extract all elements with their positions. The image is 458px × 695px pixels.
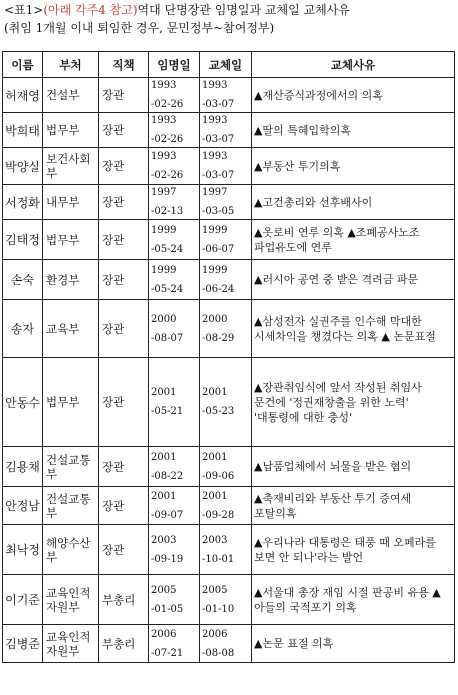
department: 건설부: [46, 88, 80, 102]
cell-appointed: [149, 625, 200, 663]
appointed-monthday: -02-26: [151, 134, 184, 145]
appointed-year: 2001: [151, 490, 177, 502]
appointed-monthday: -09-19: [151, 553, 184, 565]
replaced-monthday: -03-07: [202, 134, 235, 145]
appointed-monthday: -08-22: [151, 470, 184, 482]
replacement-reason: ▲러시아 공연 중 받은 격려금 파문: [254, 273, 419, 286]
replacement-reason: ▲논문 표절 의혹: [254, 637, 334, 650]
cell-replaced: [200, 78, 252, 113]
caption-subtitle: (취임 1개월 이내 퇴임한 경우, 문민정부~참여정부): [4, 21, 275, 35]
cell-appointed: [149, 358, 200, 447]
minister-name: 송자: [10, 322, 35, 336]
cell-position: [99, 300, 149, 358]
replaced-year: 2003: [202, 534, 228, 546]
cell-position: [99, 358, 149, 447]
replacement-reason: ▲딸의 특혜입학의혹: [254, 123, 351, 137]
cell-appointed: [149, 447, 200, 487]
cell-reason: [252, 78, 455, 113]
table-row: [3, 185, 455, 220]
department: 교육인적자원부: [46, 585, 91, 614]
minister-name: 박양실: [5, 159, 40, 174]
replaced-year: 2001: [202, 490, 228, 502]
cell-dept: [43, 447, 99, 487]
appointed-monthday: -02-26: [151, 170, 184, 181]
minister-name: 김용채: [5, 460, 40, 474]
position: 장관: [102, 159, 125, 173]
cell-position: [99, 447, 149, 487]
appointed-year: 2000: [151, 313, 177, 325]
cell-dept: [43, 78, 99, 113]
cell-dept: [43, 300, 99, 358]
header-dept: 부처: [43, 52, 99, 78]
minister-name: 김병준: [5, 637, 40, 651]
cell-name: [3, 260, 43, 300]
cell-position: [99, 575, 149, 625]
table-row: [3, 625, 455, 663]
department: 법무부: [46, 395, 80, 409]
replaced-monthday: -05-23: [202, 406, 235, 417]
header-appointed: 임명일: [149, 52, 200, 78]
replaced-monthday: -08-08: [202, 647, 235, 659]
position: 장관: [102, 459, 125, 474]
cell-replaced: [200, 220, 252, 260]
cell-reason: [252, 148, 455, 185]
appointed-monthday: -02-26: [151, 99, 184, 110]
cell-appointed: [149, 575, 200, 625]
table-row: [3, 220, 455, 260]
position: 부총리: [102, 636, 136, 651]
position: 장관: [102, 321, 125, 336]
position: 장관: [102, 542, 125, 557]
table-row: [3, 78, 455, 113]
cell-dept: [43, 525, 99, 575]
header-name: 이름: [3, 52, 43, 78]
department: 보건사회부: [46, 152, 91, 180]
appointed-year: 2001: [151, 387, 177, 398]
short-term-ministers-table: [2, 51, 455, 663]
table-row: [3, 113, 455, 148]
cell-name: [3, 487, 43, 525]
cell-dept: [43, 113, 99, 148]
department: 건설교통부: [46, 491, 91, 520]
cell-dept: [43, 575, 99, 625]
department: 건설교통부: [46, 452, 91, 481]
replacement-reason: ▲고건총리와 선후배사이: [254, 195, 373, 209]
department: 법무부: [46, 232, 80, 247]
table-caption: [4, 3, 350, 18]
table-row: [3, 447, 455, 487]
position: 장관: [102, 498, 125, 513]
cell-appointed: [149, 525, 200, 575]
cell-position: [99, 148, 149, 185]
replaced-monthday: -09-28: [202, 509, 235, 521]
replaced-monthday: -03-07: [202, 99, 235, 110]
replaced-monthday: -03-07: [202, 170, 235, 181]
minister-name: 이기준: [5, 593, 40, 607]
cell-reason: [252, 447, 455, 487]
position: 장관: [102, 123, 125, 137]
position: 부총리: [102, 592, 136, 607]
table-row: [3, 358, 455, 447]
cell-replaced: [200, 148, 252, 185]
replacement-reason: ▲장관취임식에 앞서 작성된 취임사 문건에 '정권재창출을 위한 노력' '대통령에 대한 충성': [254, 380, 422, 424]
cell-reason: [252, 575, 455, 625]
cell-reason: [252, 260, 455, 300]
cell-appointed: [149, 260, 200, 300]
appointed-year: 2005: [151, 584, 177, 596]
cell-position: [99, 78, 149, 113]
position: 장관: [102, 272, 125, 287]
cell-reason: [252, 525, 455, 575]
header-reason: 교체사유: [252, 52, 455, 78]
replaced-year: 2001: [202, 451, 228, 463]
cell-position: [99, 525, 149, 575]
table-row: [3, 260, 455, 300]
replacement-reason: ▲서울대 총장 재임 시절 판공비 유용 ▲아들의 국적포기 의혹: [254, 585, 441, 614]
appointed-year: 1993: [151, 115, 177, 126]
cell-reason: [252, 300, 455, 358]
cell-name: [3, 625, 43, 663]
appointed-year: 2001: [151, 451, 177, 463]
cell-name: [3, 185, 43, 220]
cell-replaced: [200, 260, 252, 300]
minister-name: 서정화: [5, 195, 40, 210]
appointed-year: 2003: [151, 534, 177, 546]
position: 장관: [102, 195, 125, 209]
cell-replaced: [200, 525, 252, 575]
replaced-monthday: -06-07: [202, 243, 235, 255]
cell-position: [99, 220, 149, 260]
cell-replaced: [200, 575, 252, 625]
replacement-reason: ▲우리나라 대통령은 태풍 때 오페라를 보면 안 되나'라는 발언: [254, 535, 436, 564]
replacement-reason: ▲부동산 투기의혹: [254, 159, 341, 173]
cell-name: [3, 525, 43, 575]
cell-position: [99, 113, 149, 148]
cell-name: [3, 113, 43, 148]
replaced-year: 2000: [202, 313, 228, 325]
department: 법무부: [46, 123, 80, 137]
minister-name: 최낙정: [5, 543, 40, 557]
cell-dept: [43, 220, 99, 260]
table-row: [3, 300, 455, 358]
replaced-monthday: -06-24: [202, 283, 235, 295]
department: 환경부: [46, 272, 80, 287]
cell-dept: [43, 487, 99, 525]
replaced-monthday: -09-06: [202, 470, 235, 482]
replacement-reason: ▲재산증식과정에서의 의혹: [254, 88, 383, 102]
table-row: [3, 575, 455, 625]
cell-replaced: [200, 113, 252, 148]
appointed-monthday: -05-24: [151, 243, 184, 255]
appointed-monthday: -02-13: [151, 206, 184, 217]
caption-prefix: <표1>: [4, 3, 44, 17]
cell-dept: [43, 358, 99, 447]
cell-reason: [252, 487, 455, 525]
replacement-reason: ▲축재비리와 부동산 투기 증여세 포탈의혹: [254, 491, 412, 520]
position: 장관: [102, 232, 125, 247]
department: 해양수산부: [46, 535, 91, 564]
cell-name: [3, 358, 43, 447]
cell-name: [3, 300, 43, 358]
replacement-reason: ▲옷로비 연루 의혹 ▲조폐공사노조 파업유도에 연루: [254, 225, 420, 254]
cell-dept: [43, 185, 99, 220]
appointed-year: 1993: [151, 80, 177, 91]
replaced-monthday: -01-10: [202, 603, 235, 615]
cell-appointed: [149, 185, 200, 220]
replaced-year: 2005: [202, 584, 228, 596]
replaced-year: 1997: [202, 187, 228, 198]
cell-appointed: [149, 220, 200, 260]
table-body: [3, 78, 455, 663]
replacement-reason: ▲납품업체에서 뇌물을 받은 혐의: [254, 460, 412, 473]
replaced-monthday: -10-01: [202, 553, 235, 565]
appointed-monthday: -05-24: [151, 283, 184, 295]
footnote-reference[interactable]: (아래 각주4 참고): [43, 3, 138, 17]
cell-reason: [252, 185, 455, 220]
cell-reason: [252, 220, 455, 260]
cell-name: [3, 148, 43, 185]
appointed-monthday: -08-07: [151, 332, 184, 344]
cell-dept: [43, 148, 99, 185]
minister-name: 안정남: [5, 499, 40, 513]
cell-replaced: [200, 185, 252, 220]
cell-replaced: [200, 300, 252, 358]
cell-dept: [43, 260, 99, 300]
cell-name: [3, 447, 43, 487]
cell-position: [99, 487, 149, 525]
department: 교육인적자원부: [46, 629, 91, 658]
cell-position: [99, 185, 149, 220]
header-row: [3, 52, 455, 78]
table-row: [3, 525, 455, 575]
cell-appointed: [149, 300, 200, 358]
cell-reason: [252, 625, 455, 663]
table-row: [3, 487, 455, 525]
appointed-monthday: -07-21: [151, 647, 184, 659]
replaced-year: 2006: [202, 628, 228, 640]
cell-replaced: [200, 447, 252, 487]
appointed-year: 2006: [151, 628, 177, 640]
header-position: 직책: [99, 52, 149, 78]
replacement-reason: ▲삼성전자 실권주를 인수해 막대한 시세차익을 챙겼다는 의혹 ▲ 논문표절: [254, 314, 436, 343]
position: 장관: [102, 395, 125, 409]
cell-name: [3, 575, 43, 625]
cell-position: [99, 260, 149, 300]
cell-dept: [43, 625, 99, 663]
cell-appointed: [149, 148, 200, 185]
minister-name: 안동수: [5, 395, 40, 410]
replaced-year: 1993: [202, 115, 228, 126]
appointed-year: 1993: [151, 151, 177, 162]
cell-replaced: [200, 358, 252, 447]
replaced-year: 2001: [202, 387, 228, 398]
cell-reason: [252, 358, 455, 447]
header-replaced: 교체일: [200, 52, 252, 78]
replaced-monthday: -08-29: [202, 332, 235, 344]
minister-name: 손숙: [10, 273, 35, 287]
cell-appointed: [149, 78, 200, 113]
appointed-year: 1999: [151, 264, 177, 276]
cell-appointed: [149, 487, 200, 525]
cell-reason: [252, 113, 455, 148]
cell-replaced: [200, 487, 252, 525]
appointed-monthday: -05-21: [151, 406, 184, 417]
cell-appointed: [149, 113, 200, 148]
position: 장관: [102, 88, 125, 102]
cell-position: [99, 625, 149, 663]
minister-name: 박희태: [5, 123, 40, 138]
minister-name: 허재영: [5, 88, 40, 103]
appointed-monthday: -01-05: [151, 603, 184, 615]
department: 내무부: [46, 195, 80, 209]
replaced-year: 1993: [202, 80, 228, 91]
replaced-year: 1999: [202, 264, 228, 276]
appointed-year: 1999: [151, 224, 177, 236]
cell-replaced: [200, 625, 252, 663]
appointed-year: 1997: [151, 187, 177, 198]
table-row: [3, 148, 455, 185]
caption-title: 역대 단명장관 임명일과 교체일 교체사유: [137, 3, 350, 17]
appointed-monthday: -09-07: [151, 509, 184, 521]
replaced-year: 1993: [202, 151, 228, 162]
minister-name: 김태정: [5, 233, 40, 247]
cell-name: [3, 78, 43, 113]
department: 교육부: [46, 321, 80, 336]
cell-name: [3, 220, 43, 260]
replaced-year: 1999: [202, 224, 228, 236]
replaced-monthday: -03-05: [202, 206, 235, 217]
